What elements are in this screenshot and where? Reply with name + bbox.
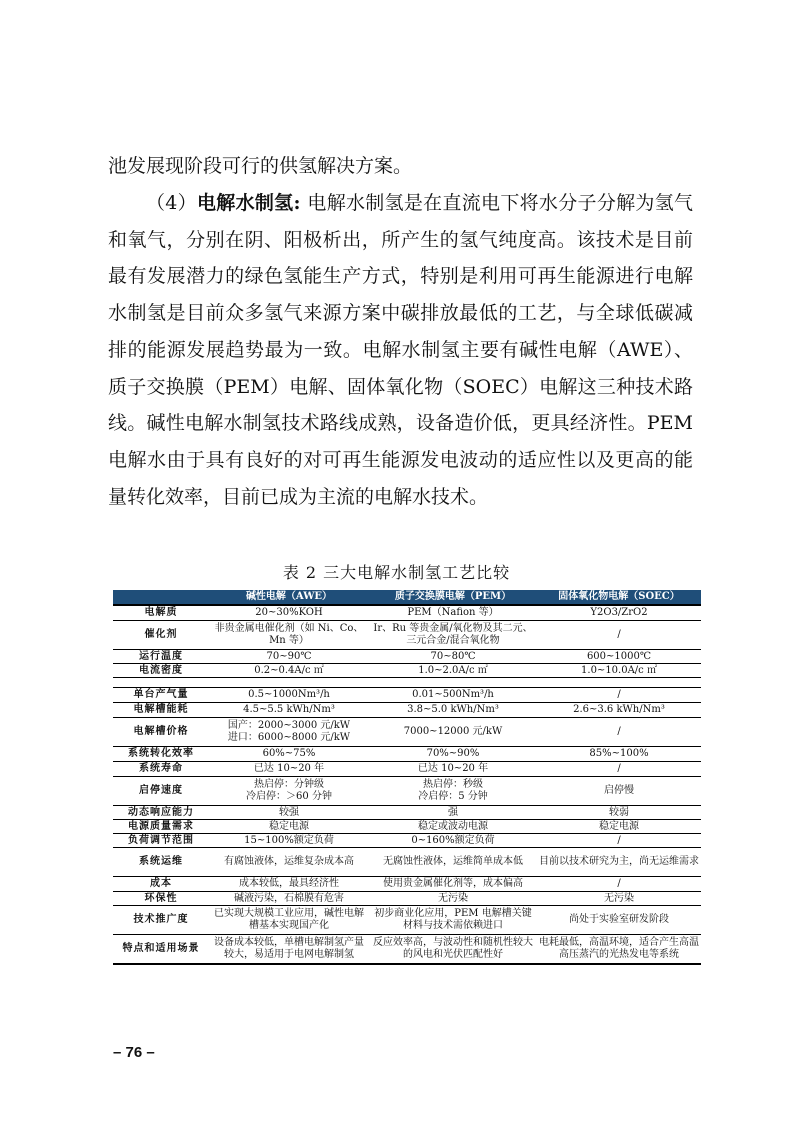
cell-label: 技术推广度 bbox=[113, 906, 209, 935]
cell-soec: 目前以技术研究为主，尚无运维需求 bbox=[537, 848, 701, 877]
cell-soec: / bbox=[537, 688, 701, 703]
table-row bbox=[113, 892, 701, 906]
paragraph-heading: 电解水制氢 bbox=[196, 192, 294, 214]
cell-label: 电流密度 bbox=[113, 664, 209, 678]
cell-awe: 国产：2000~3000 元/kW 进口：6000~8000 元/kW bbox=[209, 718, 369, 747]
cell-soec: 无污染 bbox=[537, 892, 701, 906]
cell-soec: 较弱 bbox=[537, 806, 701, 820]
table-header-row bbox=[113, 590, 701, 605]
cell-pem: 热启停：秒级 冷启停：5 分钟 bbox=[369, 777, 537, 806]
cell-pem: 强 bbox=[369, 806, 537, 820]
cell-soec: 600~1000℃ bbox=[537, 650, 701, 664]
cell-soec: / bbox=[537, 877, 701, 892]
cell-soec: / bbox=[537, 762, 701, 777]
table-row bbox=[113, 688, 701, 703]
cell-awe: 较强 bbox=[209, 806, 369, 820]
cell-awe: 70~90℃ bbox=[209, 650, 369, 664]
cell-pem: 7000~12000 元/kW bbox=[369, 718, 537, 747]
header-cell-pem: 质子交换膜电解（PEM） bbox=[369, 590, 537, 605]
cell-pem: 0~160%额定负荷 bbox=[369, 834, 537, 848]
cell-awe: 有腐蚀液体，运维复杂成本高 bbox=[209, 848, 369, 877]
cell-soec: 1.0~10.0A/c ㎡ bbox=[537, 664, 701, 678]
paragraph-electrolysis bbox=[108, 185, 693, 515]
cell-soec: 启停慢 bbox=[537, 777, 701, 806]
cell-awe: 成本较低，最具经济性 bbox=[209, 877, 369, 892]
page-number: – 76 – bbox=[113, 1044, 155, 1061]
cell-soec: 稳定电源 bbox=[537, 820, 701, 834]
table-row bbox=[113, 806, 701, 820]
table-caption: 表 2 三大电解水制氢工艺比较 bbox=[282, 563, 511, 582]
table-row bbox=[113, 935, 701, 965]
cell-awe: 非贵金属电催化剂（如 Ni、Co、Mn 等） bbox=[209, 621, 369, 650]
cell-pem: 反应效率高，与波动性和随机性较大的风电和光伏匹配性好 bbox=[369, 935, 537, 965]
cell-label: 电解质 bbox=[113, 605, 209, 621]
cell-label: 单台产气量 bbox=[113, 688, 209, 703]
cell-pem: Ir、Ru 等贵金属/氧化物及其二元、三元合金/混合氧化物 bbox=[369, 621, 537, 650]
table-body bbox=[113, 605, 701, 964]
table-row bbox=[113, 747, 701, 762]
cell-soec: 2.6~3.6 kWh/Nm³ bbox=[537, 703, 701, 718]
table-row bbox=[113, 762, 701, 777]
cell-pem: 无污染 bbox=[369, 892, 537, 906]
cell-awe: 15~100%额定负荷 bbox=[209, 834, 369, 848]
cell-soec: / bbox=[537, 834, 701, 848]
cell-pem: 使用贵金属催化剂等，成本偏高 bbox=[369, 877, 537, 892]
cell-pem: 稳定或波动电源 bbox=[369, 820, 537, 834]
cell-soec: Y2O3/ZrO2 bbox=[537, 605, 701, 621]
cell-soec: / bbox=[537, 621, 701, 650]
cell-pem: 70%~90% bbox=[369, 747, 537, 762]
paragraph-continuation: 池发展现阶段可行的供氢解决方案。 bbox=[108, 155, 413, 177]
cell-pem: 3.8~5.0 kWh/Nm³ bbox=[369, 703, 537, 718]
header-cell-soec: 固体氧化物电解（SOEC） bbox=[537, 590, 701, 605]
table-row bbox=[113, 621, 701, 650]
cell-label: 动态响应能力 bbox=[113, 806, 209, 820]
table-row bbox=[113, 877, 701, 892]
table-row bbox=[113, 703, 701, 718]
table-row bbox=[113, 664, 701, 678]
cell-soec: 电耗最低，高温环境，适合产生高温高压蒸汽的光热发电等系统 bbox=[537, 935, 701, 965]
cell-label: 系统运维 bbox=[113, 848, 209, 877]
cell-awe: 0.2~0.4A/c ㎡ bbox=[209, 664, 369, 678]
spacer-cell bbox=[113, 678, 701, 688]
cell-label: 特点和适用场景 bbox=[113, 935, 209, 965]
comparison-table bbox=[113, 590, 701, 965]
table-spacer-row bbox=[113, 678, 701, 688]
cell-pem: 1.0~2.0A/c ㎡ bbox=[369, 664, 537, 678]
cell-soec: / bbox=[537, 718, 701, 747]
table-row bbox=[113, 718, 701, 747]
table-row bbox=[113, 848, 701, 877]
cell-pem: 已达 10~20 年 bbox=[369, 762, 537, 777]
cell-label: 电解槽能耗 bbox=[113, 703, 209, 718]
table-row bbox=[113, 834, 701, 848]
cell-pem: 70~80℃ bbox=[369, 650, 537, 664]
cell-label: 环保性 bbox=[113, 892, 209, 906]
paragraph-body: 电解水制氢是在直流电下将水分子分解为氢气和氧气，分别在阴、阳极析出，所产生的氢气纯度高。该技术是目前最有发展潜力的绿色氢能生产方式，特别是利用可再生能源进行电解水制氢是目前众多氢气来源方案中碳排放最低的工艺，与全球低碳减排的能源发展趋势最为一致。电解水制氢主要有碱性电解（AWE）、质子交换膜（PEM）电解、固体氧化物（SOEC）电解这三种技术路线。碱性电解水制氢技术路线成熟，设备造价低，更具经济性。PEM 电解水由于具有良好的对可再生能源发电波动的适应性以及更高的能量转化效率，目前已成为主流的电解水技术。 bbox=[108, 192, 693, 508]
table-row bbox=[113, 650, 701, 664]
cell-awe: 已达 10~20 年 bbox=[209, 762, 369, 777]
cell-label: 电解槽价格 bbox=[113, 718, 209, 747]
cell-label: 负荷调节范围 bbox=[113, 834, 209, 848]
cell-pem: PEM（Nafion 等） bbox=[369, 605, 537, 621]
cell-awe: 设备成本较低，单槽电解制氢产量较大，易适用于电网电解制氢 bbox=[209, 935, 369, 965]
table-row bbox=[113, 777, 701, 806]
cell-awe: 碱液污染，石棉膜有危害 bbox=[209, 892, 369, 906]
cell-label: 系统寿命 bbox=[113, 762, 209, 777]
cell-awe: 已实现大规模工业应用，碱性电解槽基本实现国产化 bbox=[209, 906, 369, 935]
paragraph-colon: : bbox=[293, 192, 308, 214]
cell-pem: 初步商业化应用，PEM 电解槽关键材料与技术需依赖进口 bbox=[369, 906, 537, 935]
cell-label: 系统转化效率 bbox=[113, 747, 209, 762]
cell-pem: 无腐蚀性液体，运维简单成本低 bbox=[369, 848, 537, 877]
paragraph-prefix: （4） bbox=[146, 192, 197, 214]
cell-awe: 60%~75% bbox=[209, 747, 369, 762]
header-cell-label bbox=[113, 590, 209, 605]
table-row bbox=[113, 605, 701, 621]
cell-soec: 85%~100% bbox=[537, 747, 701, 762]
cell-label: 启停速度 bbox=[113, 777, 209, 806]
cell-awe: 热启停：分钟级 冷启停：＞60 分钟 bbox=[209, 777, 369, 806]
table-row bbox=[113, 906, 701, 935]
cell-label: 成本 bbox=[113, 877, 209, 892]
cell-awe: 0.5~1000Nm³/h bbox=[209, 688, 369, 703]
cell-awe: 稳定电源 bbox=[209, 820, 369, 834]
cell-soec: 尚处于实验室研发阶段 bbox=[537, 906, 701, 935]
cell-label: 电源质量需求 bbox=[113, 820, 209, 834]
header-cell-awe: 碱性电解（AWE） bbox=[209, 590, 369, 605]
table-row bbox=[113, 820, 701, 834]
cell-awe: 20~30%KOH bbox=[209, 605, 369, 621]
cell-pem: 0.01~500Nm³/h bbox=[369, 688, 537, 703]
cell-awe: 4.5~5.5 kWh/Nm³ bbox=[209, 703, 369, 718]
cell-label: 催化剂 bbox=[113, 621, 209, 650]
cell-label: 运行温度 bbox=[113, 650, 209, 664]
